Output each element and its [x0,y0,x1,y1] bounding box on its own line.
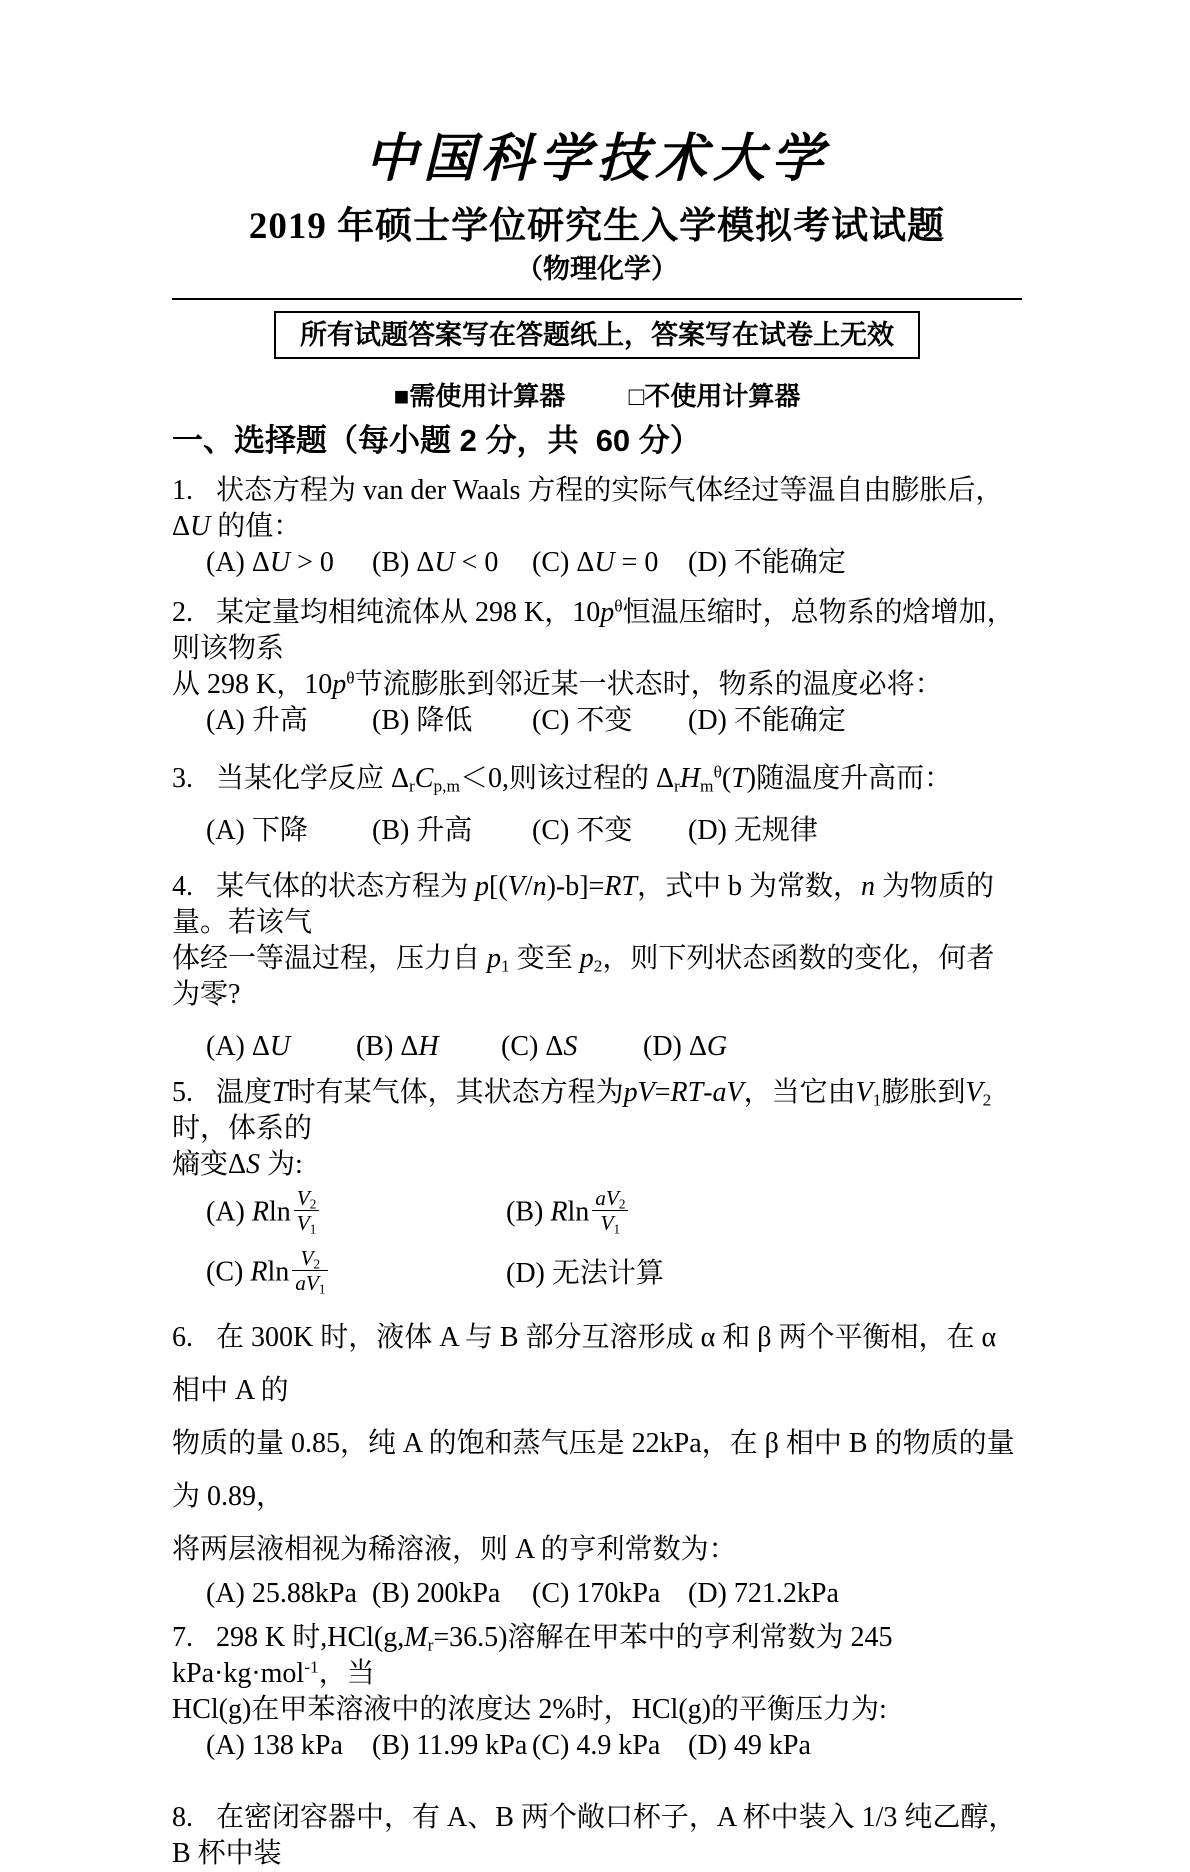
question-2-line-1 [172,595,1022,667]
question-1-text: 状态方程为 van der Waals 方程的实际气体经过等温自由膨胀后，ΔU 的值： [172,475,1004,542]
calculator-not-required-option [629,381,801,411]
question-5 [172,1075,1022,1299]
question-5-choice-a: (A) Rln $\frac{V_2}{V_1}$ [206,1189,506,1239]
calculator-usage-line [172,381,1022,411]
question-1-line-1 [172,473,1022,545]
question-1-choices [172,545,1022,581]
question-6-choice-b: (B) 200kPa [372,1577,501,1609]
question-4-number: 4. [172,871,193,902]
question-6-text: 在 300K 时，液体 A 与 B 部分互溶形成 α 和 β 两个平衡相，在 α 相中 A 的 [172,1321,1004,1406]
question-7-line-1 [172,1620,1022,1692]
question-6-line-1 [172,1311,1022,1417]
question-7-choice-b: (B) 11.99 kPa [372,1729,528,1761]
exam-subject: （物理化学） [516,254,678,284]
question-7 [172,1620,1022,1764]
question-3-choice-c: (C) 不变 [532,815,633,846]
question-5-choices-row-2 [172,1245,1022,1299]
question-5-text: 温度T时有某气体，其状态方程为pV=RT-aV，当它由$V_1$膨胀到$V_2$时，体系的 [172,1077,992,1144]
question-4-text: 某气体的状态方程为 p[(V/n)-b]=RT，式中 b 为常数，n 为物质的量。若该气 [172,871,995,938]
calculator-required-option [394,381,566,411]
question-3-text: 当某化学反应 $\Delta_rC_{p,m}<0$,则该过程的 $\Delta_rH_m^\theta(T)$随温度升高而： [216,762,953,796]
question-6-number: 6. [172,1321,193,1353]
calculator-required-label: 需使用计算器 [409,381,566,411]
question-7-line-2: HCl(g)在甲苯溶液中的浓度达 2%时，HCl(g)的平衡压力为: [172,1693,887,1725]
question-6-choice-a: (A) 25.88kPa [206,1577,357,1609]
question-6-line-3: 将两层液相视为稀溶液，则 A 的亨利常数为： [172,1533,737,1565]
question-4-choice-d: (D) ΔG [643,1031,728,1062]
answer-notice-box: 所有试题答案写在答题纸上，答案写在试卷上无效 [274,311,920,359]
question-7-choices [172,1728,1022,1764]
calculator-not-required-label: 不使用计算器 [644,381,801,411]
question-4-choice-b: (B) ΔH [356,1031,439,1062]
question-1-choice-b: (B) ΔU < 0 [372,547,499,578]
question-2 [172,595,1022,739]
header-divider [172,298,1022,300]
question-5-choices-row-1 [172,1186,1022,1239]
question-5-choice-b: (B) Rln $\frac{aV_2}{V_1}$ [506,1189,631,1239]
question-8-number: 8. [172,1801,193,1833]
question-2-choice-c: (C) 不变 [532,705,633,736]
question-4-choice-a: (A) ΔU [206,1031,291,1062]
question-7-choice-c: (C) 4.9 kPa [532,1729,661,1761]
question-2-choices [172,703,1022,739]
question-7-number: 7. [172,1621,193,1653]
question-2-line-2: 从 298 K，$10p^\theta$节流膨胀到邻近某一状态时，物系的温度必将： [172,668,943,700]
question-1-choice-a: (A) ΔU > 0 [206,547,334,578]
question-7-text: 298 K 时$,HCl(g,M_r=36.5)$溶解在甲苯中的亨利常数为 245 kPa·kg·mol$^{-1}$，当 [172,1621,900,1689]
exam-title: 2019 年硕士学位研究生入学模拟考试试题 [248,206,946,247]
question-8 [172,1800,1022,1872]
notice-wrap [172,311,1022,359]
question-4-choice-c: (C) ΔS [501,1031,578,1062]
question-7-choice-a: (A) 138 kPa [206,1729,343,1761]
question-6-line-2: 物质的量 0.85，纯 A 的饱和蒸气压是 22kPa，在 β 相中 B 的物质的量为 0.89， [172,1427,1015,1512]
question-6 [172,1311,1022,1612]
section-1-heading: 一、选择题（每小题 2 分，共 60 分） [172,423,701,458]
question-1-choice-c: (C) ΔU = 0 [532,547,659,578]
question-6-choice-d: (D) 721.2kPa [688,1577,839,1609]
question-3-line-1 [172,761,1022,797]
question-1-choice-d: (D) 不能确定 [688,547,846,578]
question-6-choice-c: (C) 170kPa [532,1577,661,1609]
question-5-choice-c: (C) Rln $\frac{V_2}{aV_1}$ [206,1249,506,1299]
question-2-number: 2. [172,597,193,628]
question-3 [172,761,1022,849]
university-title: 中国科学技术大学 [364,131,829,188]
question-3-choice-a: (A) 下降 [206,815,308,846]
question-8-text: 在密闭容器中，有 A、B 两个敞口杯子，A 杯中装入 1/3 纯乙醇，B 杯中装 [172,1801,1017,1869]
question-5-line-2: 熵变ΔS 为: [172,1149,303,1180]
question-3-choice-b: (B) 升高 [372,815,473,846]
question-8-line-1 [172,1800,1022,1872]
question-7-choice-d: (D) 49 kPa [688,1729,811,1761]
question-5-line-1 [172,1075,1022,1147]
question-1 [172,473,1022,581]
question-3-choice-d: (D) 无规律 [688,815,818,846]
question-4-line-1 [172,869,1022,941]
question-4-choices [172,1029,1022,1065]
question-2-text: 某定量均相纯流体从 298 K，$10p^\theta$恒温压缩时，总物系的焓增加，则该物系 [172,596,1015,664]
question-5-choice-d: (D) 无法计算 [506,1257,664,1289]
question-1-number: 1. [172,475,193,506]
question-2-choice-b: (B) 降低 [372,705,473,736]
question-4 [172,869,1022,1065]
empty-square-icon: □ [628,381,645,411]
question-6-choices [172,1576,1022,1612]
question-2-choice-d: (D) 不能确定 [688,705,846,736]
filled-square-icon: ■ [393,381,410,411]
question-4-line-2: 体经一等温过程，压力自 $p_1$ 变至 $p_2$，则下列状态函数的变化，何者为零? [172,943,995,1010]
question-3-number: 3. [172,763,193,794]
question-3-choices [172,813,1022,849]
question-5-number: 5. [172,1077,193,1108]
question-2-choice-a: (A) 升高 [206,705,308,736]
